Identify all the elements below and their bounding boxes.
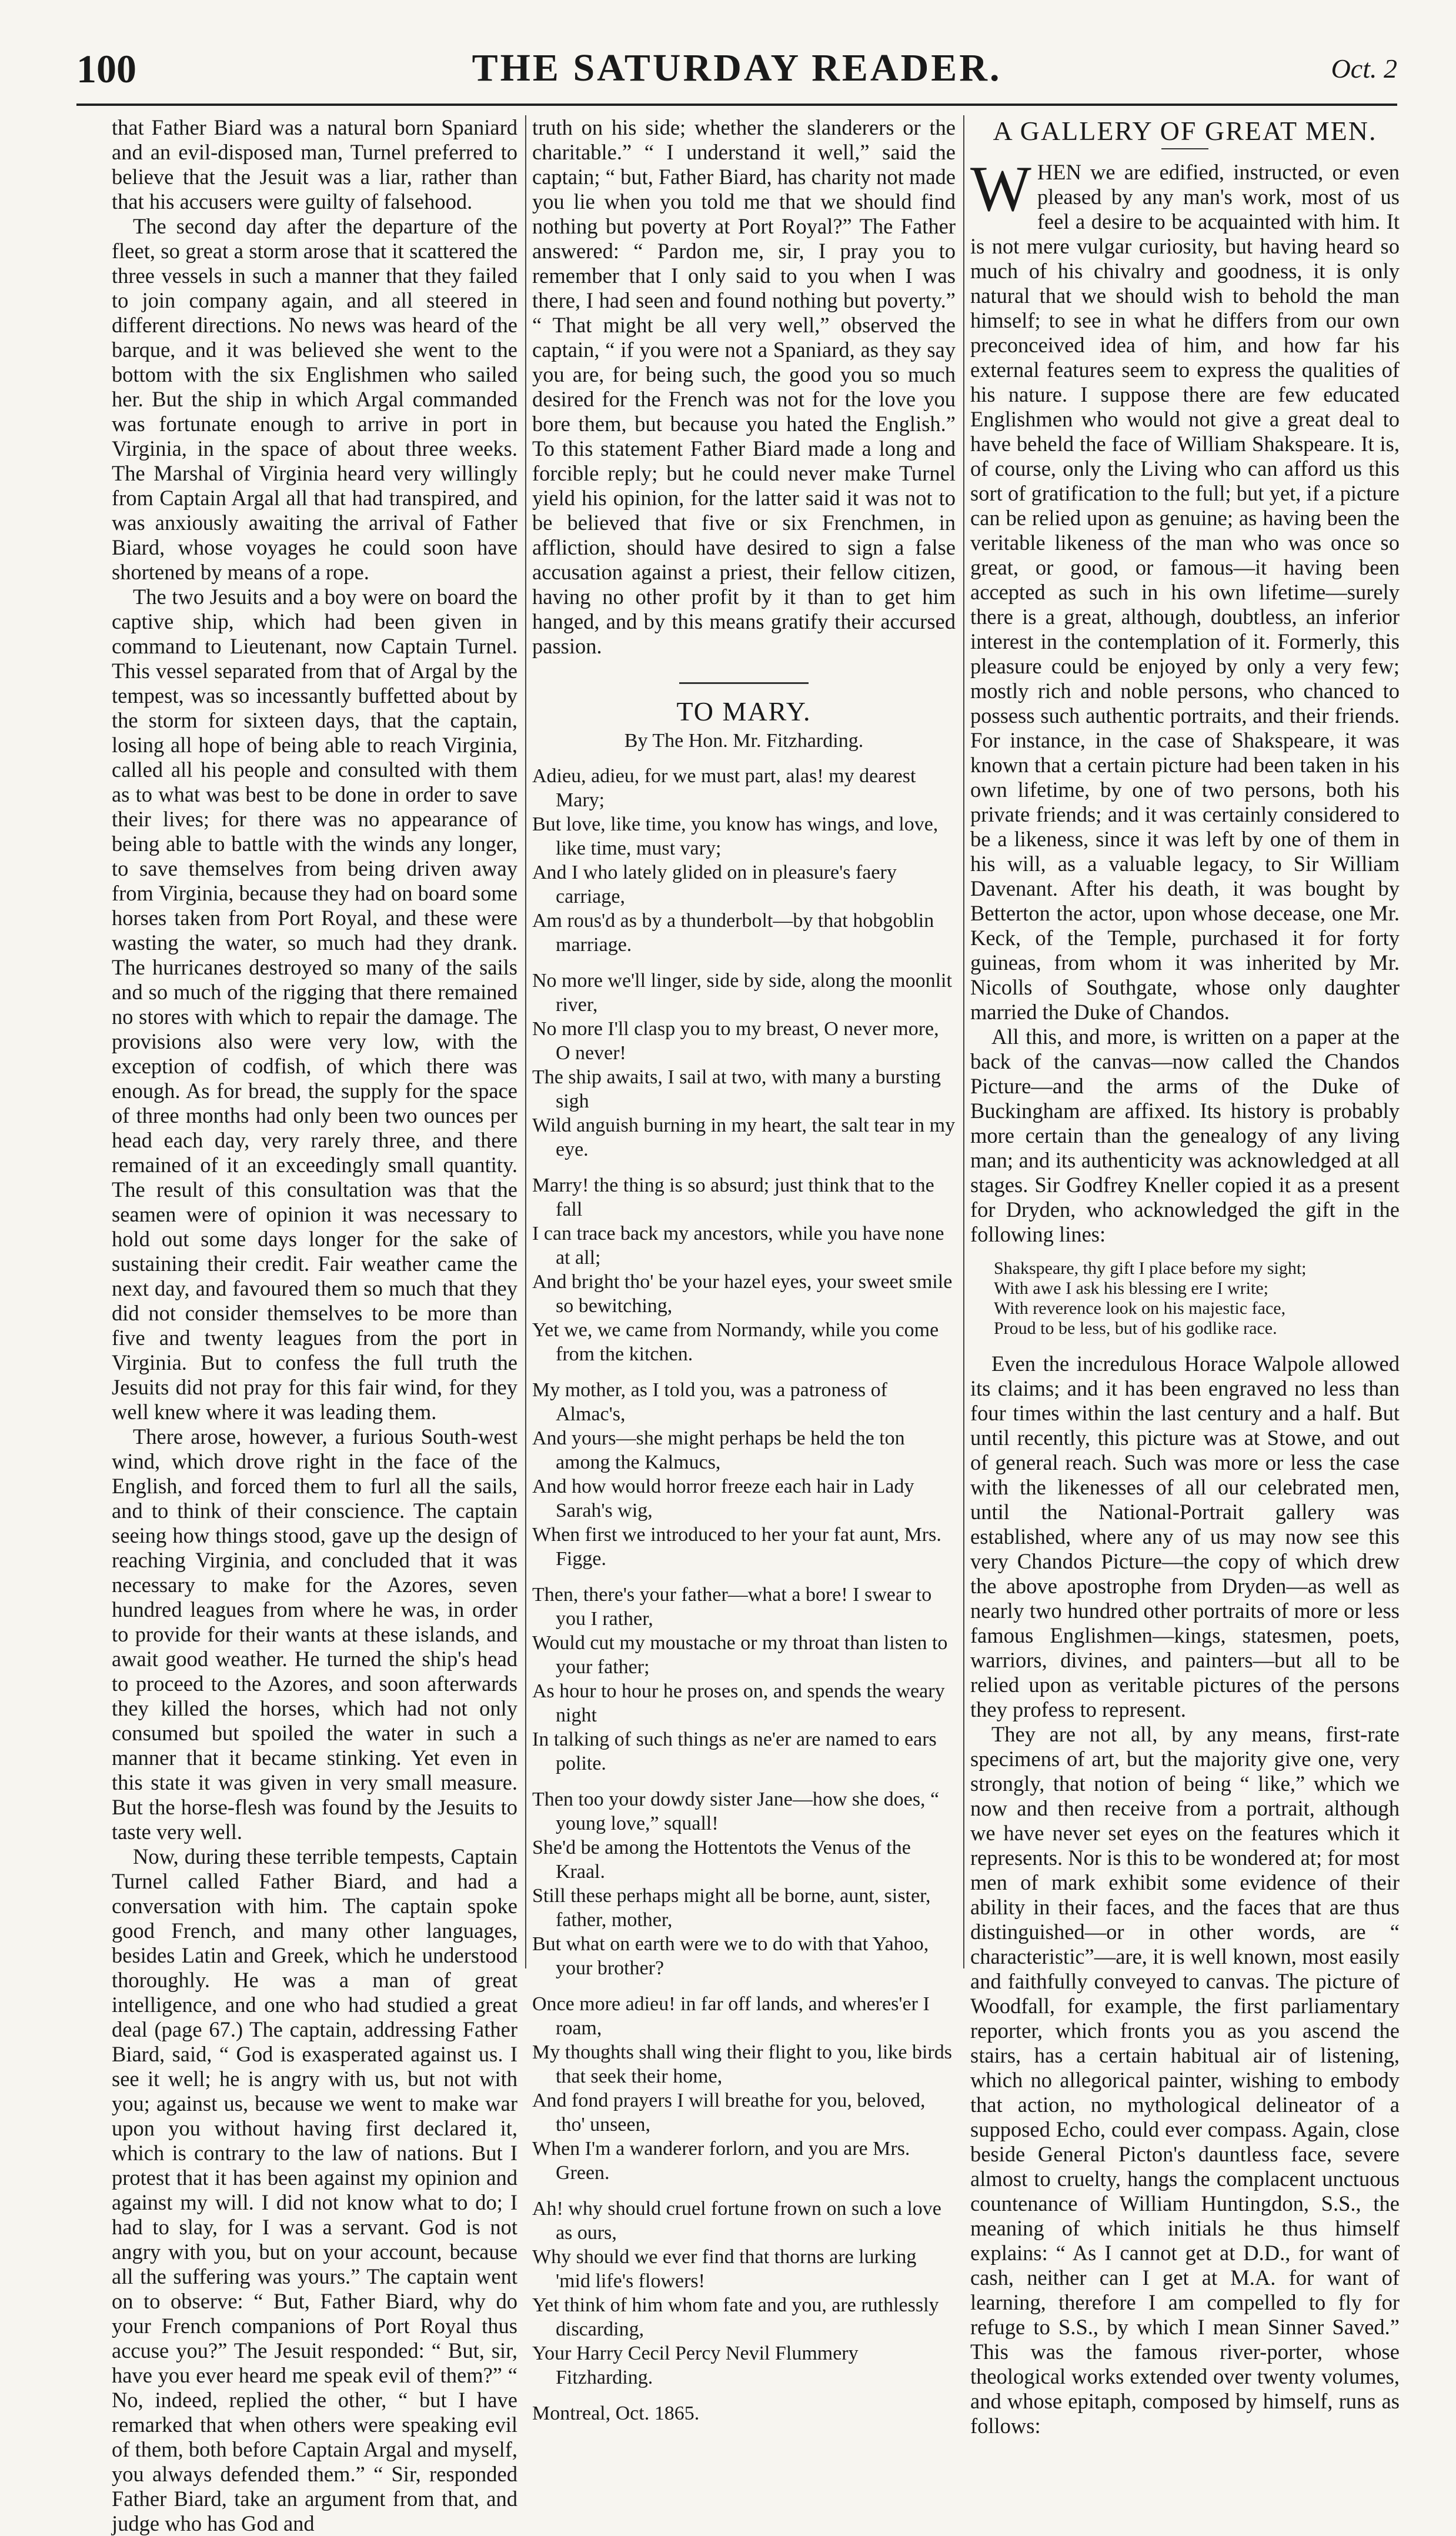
paragraph: The second day after the departure of the fleet, so great a storm arose that it scattered the three vessels in such a manner that they failed to join company again, and all steered in different directions. No news was heard of the barque, and it was believed she went to the bottom with the six Englishmen who sailed her. But the ship in which Argal commanded was fortunate enough to arrive in port in Virginia, in the space of about three weeks. The Marshal of Virginia heard very willingly from Captain Argal all that had transpired, and was anxiously awaiting the arrival of Father Biard, whose voyages he could soon have shortened by means of a rope. bbox=[112, 214, 517, 584]
poem-line: She'd be among the Hottentots the Venus of the Kraal. bbox=[532, 1837, 911, 1883]
poem-line: And fond prayers I will breathe for you, beloved, tho' unseen, bbox=[532, 2090, 926, 2135]
poem-stanza bbox=[532, 1173, 956, 1366]
poem-line: Your Harry Cecil Percy Nevil Flummery Fitzharding. bbox=[532, 2343, 859, 2388]
column-divider bbox=[525, 115, 526, 1968]
poem-line: And I who lately glided on in pleasure's faery carriage, bbox=[532, 862, 897, 907]
poem-stanza bbox=[532, 969, 956, 1162]
poem-line: And how would horror freeze each hair in Lady Sarah's wig, bbox=[532, 1476, 914, 1521]
poem-line: And yours—she might perhaps be held the ton among the Kalmucs, bbox=[532, 1427, 905, 1473]
column-3 bbox=[970, 115, 1400, 2438]
poem-line: Yet think of him whom fate and you, are ruthlessly discarding, bbox=[532, 2294, 939, 2340]
poem-line: Then, there's your father—what a bore! I swear to you I rather, bbox=[532, 1584, 932, 1630]
poem-stanza bbox=[532, 2197, 956, 2390]
poem-signoff: Montreal, Oct. 1865. bbox=[532, 2402, 700, 2424]
paragraph: They are not all, by any means, first-rate specimens of art, but the majority give one, very strongly, that notion of being “ like,” which we now and then receive from a portrait, although we have never set eyes on the features which it represents. Nor is this to be wondered at; for most men of mark exhibit some evidence of their ability in their faces, and the faces that are thus distinguished—or in other words, are “ characteristic”—are, it is well known, most easily and faithfully conveyed to canvas. The picture of Woodfall, for example, the first parliamentary reporter, which fronts you as you ascend the stairs, has a certain habitual air of listening, which no allegorical painter, wishing to embody that action, no mythological delineator of a supposed Echo, could ever compass. Again, close beside General Picton's dauntless face, severe almost to cruelty, hangs the complacent unctuous countenance of William Huntingdon, S.S., the meaning of which initials he thus himself explains: “ As I cannot get at D.D., for want of cash, neither can I get at M.A. for want of learning, therefore I am compelled to fly for refuge to S.S., by which I mean Sinner Saved.” This was the famous river-porter, whose theological works extended over twenty volumes, and whose epitaph, composed by himself, runs as follows: bbox=[970, 1722, 1400, 2438]
page-number: 100 bbox=[76, 46, 136, 91]
poem-line: In talking of such things as ne'er are named to ears polite. bbox=[532, 1729, 937, 1774]
article-heading: A GALLERY OF GREAT MEN. bbox=[993, 116, 1377, 146]
newspaper-title: THE SATURDAY READER. bbox=[472, 46, 1002, 89]
poem-line: But what on earth were we to do with that Yahoo, your brother? bbox=[532, 1933, 929, 1979]
quote-line: With awe I ask his blessing ere I write; bbox=[994, 1279, 1268, 1298]
masthead-rule bbox=[76, 104, 1397, 106]
poem-line: My mother, as I told you, was a patroness of Almac's, bbox=[532, 1379, 887, 1425]
paragraph: that Father Biard was a natural born Spaniard and an evil-disposed man, Turnel preferred to believe that the Jesuit was a liar, rather than that his accusers were guilty of falsehood. bbox=[112, 115, 517, 213]
paragraph: The two Jesuits and a boy were on board the captive ship, which had been given in command to Lieutenant, now Captain Turnel. This vessel separated from that of Argal by the tempest, was so incessantly buffetted about by the storm for sixteen days, that the captain, losing all hope of being able to reach Virginia, called all his people and consulted with them as to what was best to be done in order to save their lives; for there was no appearance of being able to battle with the winds any longer, to save themselves from being driven away from Virginia, because they had on board some horses taken from Port Royal, and these were wasting the water, so much had they drank. The hurricanes destroyed so many of the sails and so much of the rigging that there remained no stores with which to repair the damage. The provisions also were very low, with the exception of codfish, of which there was enough. As for bread, the supply for the space of three months had only been two ounces per head each day, very rarely three, and there remained of it an exceedingly small quantity. The result of this consultation was that the seamen were of opinion it was necessary to hold out some days longer for the sake of sustaining their credit. Fair weather came the next day, and favoured them so much that they did not consider themselves to be more than five and twenty leagues from the port in Virginia. But to confess the full truth the Jesuits did not pray for this fair wind, for they well knew where it was leading them. bbox=[112, 585, 517, 1424]
poem-line: But love, like time, you know has wings, and love, like time, must vary; bbox=[532, 813, 939, 859]
quote-line: Proud to be less, but of his godlike race. bbox=[994, 1319, 1277, 1338]
poem-line: When first we introduced to her your fat aunt, Mrs. Figge. bbox=[532, 1524, 941, 1570]
verse-quote bbox=[994, 1259, 1400, 1339]
poem-line: The ship awaits, I sail at two, with many a bursting sigh bbox=[532, 1066, 941, 1112]
poem-line: As hour to hour he proses on, and spends the weary night bbox=[532, 1680, 945, 1726]
paragraph: There arose, however, a furious South-west wind, which drove right in the face of the English, and forced them to furl all the sails, and to think of their conscience. The captain seeing how things stood, gave up the design of reaching Virginia, and concluded that it was necessary to make for the Azores, seven hundred leagues from where he was, in order to provide for their wants at these islands, and await good weather. He turned the ship's head to proceed to the Azores, and soon afterwards they killed the horses, which had not only consumed but spoiled the water in such a manner that it became stinking. Yet even in this state it was given in very small measure. But the horse-flesh was found by the Jesuits to taste very well. bbox=[112, 1424, 517, 1844]
poem-line: Marry! the thing is so absurd; just think that to the fall bbox=[532, 1174, 934, 1220]
poem-line: Adieu, adieu, for we must part, alas! my dearest Mary; bbox=[532, 765, 916, 811]
poem-stanza bbox=[532, 764, 956, 957]
poem-line: No more we'll linger, side by side, along the moonlit river, bbox=[532, 970, 952, 1016]
poem-stanza bbox=[532, 1583, 956, 1776]
poem-line: Ah! why should cruel fortune frown on such a love as ours, bbox=[532, 2198, 941, 2244]
poem-line: Why should we ever find that thorns are lurking 'mid life's flowers! bbox=[532, 2246, 917, 2292]
paragraph bbox=[970, 153, 1400, 1025]
poem-line: Once more adieu! in far off lands, and wheres'er I roam, bbox=[532, 1993, 930, 2039]
poem-line: Yet we, we came from Normandy, while you come from the kitchen. bbox=[532, 1319, 939, 1365]
poem-stanza bbox=[532, 1378, 956, 1571]
poem-line: Would cut my moustache or my throat than listen to your father; bbox=[532, 1632, 948, 1678]
paragraph: truth on his side; whether the slanderers or the charitable.” “ I understand it well,” said the captain; “ but, Father Biard, has charity not made you lie when you told me that we should find nothing but poverty at Port Royal?” The Father answered: “ Pardon me, sir, I pray you to remember that I only said to you when I was there, I had seen and found nothing but poverty.” “ That might be all very well,” observed the captain, “ if you were not a Spaniard, as they say you are, for being such, the good you so much desired for the French was not for the love you bore them, but because you hated the English.” To this statement Father Biard made a long and forcible reply; but he could never make Turnel yield his opinion, for the latter said it was not to be believed that five or six Frenchmen, in affliction, should have desired to sign a false accusation against a priest, their fellow citizen, having no other profit by it than to get him hanged, and by this means gratify their accursed passion. bbox=[532, 115, 956, 658]
column-2 bbox=[532, 115, 956, 2424]
paragraph: Now, during these terrible tempests, Captain Turnel called Father Biard, and had a conversation with him. The captain spoke good French, and many other languages, besides Latin and Greek, which he understood thoroughly. He was a man of great intelligence, and one who had studied a great deal (page 67.) The captain, addressing Father Biard, said, “ God is exasperated against us. I see it well; he is angry with us, but not with you; against us, because we went to make war upon you without having first declared it, which is contrary to the law of nations. But I protest that it has been against my opinion and against my will. I did not know what to do; I had to slay, for I was a servant. God is not angry with you, but on your account, because all the suffering was yours.” The captain went on to observe: “ But, Father Biard, why do your French companions of Port Royal thus accuse you?” The Jesuit responded: “ But, sir, have you ever heard me speak evil of them?” “ No, indeed, replied the other, “ but I have remarked that when others were speaking evil of them, both before Captain Argal and myself, you always defended them.” “ Sir, responded Father Biard, take an argument from that, and judge who has God and bbox=[112, 1844, 517, 2535]
poem-title: TO MARY. bbox=[676, 696, 812, 726]
poem-line: My thoughts shall wing their flight to you, like birds that seek their home, bbox=[532, 2041, 952, 2087]
poem-stanza bbox=[532, 1787, 956, 1980]
poem-line: Am rous'd as by a thunderbolt—by that hobgoblin marriage. bbox=[532, 910, 934, 956]
poem-line: And bright tho' be your hazel eyes, your sweet smile so bewitching, bbox=[532, 1271, 953, 1317]
drop-cap: W bbox=[970, 153, 1031, 225]
paragraph-text: HEN we are edified, instructed, or even pleased by any man's work, most of us feel a desire to be acquainted with him. It is not mere vulgar curiosity, but having heard so much of his chivalry and goodness, it is only natural that we should wish to behold the man himself; to see in what he differs from our own preconceived idea of him, and how far his external features seem to express the qualities of his nature. I suppose there are few educated Englishmen who would not give a great deal to have beheld the face of William Shakspeare. It is, of course, only the Living who can afford us this sort of gratification to the full; but yet, if a picture can be relied upon as genuine; as having been the veritable likeness of the man who was once so great, or good, or famous—it having been accepted as such in his own lifetime—surely there is a great, although, doubtless, an inferior interest in the contemplation of it. Formerly, this pleasure could be enjoyed by only a very few; mostly rich and noble persons, who chanced to possess such authentic portraits, and their friends. For instance, in the case of Shakspeare, it was known that a certain picture had been taken in his own lifetime, by one of two persons, both his private friends; and it was certainly considered to be a likeness, since it was left by one of them in his will, as a valuable legacy, to Sir William Davenant. After his death, it was bought by Betterton the actor, upon whose decease, one Mr. Keck, of the Temple, purchased it for forty guineas, from whom it was inherited by Mr. Nicolls of Southgate, whose only daughter married the Duke of Chandos. bbox=[970, 160, 1400, 1024]
section-rule bbox=[679, 682, 809, 684]
issue-date: Oct. 2 bbox=[1331, 54, 1397, 84]
quote-line: With reverence look on his majestic face, bbox=[994, 1299, 1286, 1318]
poem-line: Still these perhaps might all be borne, aunt, sister, father, mother, bbox=[532, 1885, 931, 1931]
poem-line: When I'm a wanderer forlorn, and you are Mrs. Green. bbox=[532, 2138, 910, 2184]
poem-byline: By The Hon. Mr. Fitzharding. bbox=[624, 730, 864, 752]
poem-line: No more I'll clasp you to my breast, O never more, O never! bbox=[532, 1018, 939, 1064]
paragraph: Even the incredulous Horace Walpole allowed its claims; and it has been engraved no less than four times within the last century and a half. But until recently, this picture was at Stowe, and out of general reach. Such was more or less the case with the likenesses of all our celebrated men, until the National-Portrait gallery was established, where any of us may now see this very Chandos Picture—the copy of which drew the above apostrophe from Dryden—as well as nearly two hundred other portraits of more or less famous Englishmen—kings, statesmen, poets, warriors, divines, and painters—but all to be relied upon as veritable pictures of the persons they profess to represent. bbox=[970, 1352, 1400, 1721]
poem bbox=[532, 764, 956, 2390]
poem-line: Wild anguish burning in my heart, the salt tear in my eye. bbox=[532, 1114, 956, 1160]
poem-line: I can trace back my ancestors, while you have none at all; bbox=[532, 1223, 944, 1269]
masthead bbox=[76, 46, 1397, 99]
poem-line: Then too your dowdy sister Jane—how she does, “ young love,” squall! bbox=[532, 1788, 940, 1834]
paragraph: All this, and more, is written on a paper at the back of the canvas—now called the Chandos Picture—and the arms of the Duke of Buckingham are affixed. Its history is probably more certain than the genealogy of any living man; and its authenticity was acknowledged at all stages. Sir Godfrey Kneller copied it as a present for Dryden, who acknowledged the gift in the following lines: bbox=[970, 1025, 1400, 1246]
quote-line: Shakspeare, thy gift I place before my sight; bbox=[994, 1259, 1307, 1278]
heading-rule bbox=[1161, 148, 1208, 149]
column-1 bbox=[112, 115, 517, 2535]
poem-stanza bbox=[532, 1992, 956, 2185]
column-divider bbox=[963, 115, 964, 1968]
